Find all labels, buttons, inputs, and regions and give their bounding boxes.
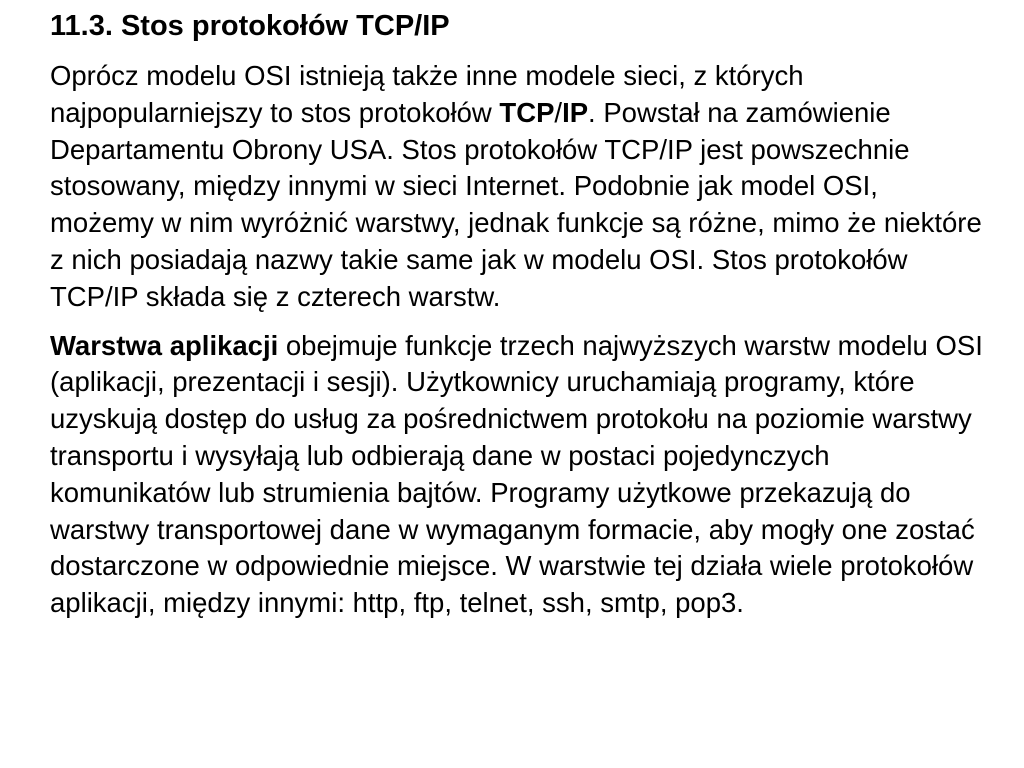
intro-text-end: . Powstał na zamówienie Departamentu Obrony USA. Stos protokołów TCP/IP jest powszechnie stosowany, między innymi w sieci Internet. Podobnie jak model OSI, możemy w nim wyróżnić warstwy, jednak funkcje są różne, mimo że niektóre z nich posiadają nazwy takie same jak w modelu OSI. Stos protokołów TCP/IP składa się z czterech warstw. (50, 96, 982, 312)
ip-bold-term: IP (562, 96, 589, 128)
application-layer-text: obejmuje funkcje trzech najwyższych warstw modelu OSI (aplikacji, prezentacji i sesji). Użytkownicy uruchamiają programy, które uzyskują dostęp do usług za pośrednictwem protokołu na poziomie warstwy transportu i wysyłają lub odbierają dane w postaci pojedynczych komunikatów lub strumienia bajtów. Programy użytkowe przekazują do warstwy transportowej dane w wymaganym formacie, aby mogły one zostać dostarczone w odpowiednie miejsce. W warstwie tej działa wiele protokołów aplikacji, między innymi: http, ftp, telnet, ssh, smtp, pop3. (50, 329, 983, 619)
application-layer-term: Warstwa aplikacji (50, 329, 279, 361)
slide-title: 11.3. Stos protokołów TCP/IP (50, 10, 450, 42)
intro-text-start: Oprócz modelu OSI istnieją także inne modele sieci, z których najpopularniejszy to stos protokołów (50, 60, 804, 128)
intro-paragraph (50, 58, 984, 316)
slash-separator: / (554, 96, 563, 128)
tcp-bold-term: TCP (499, 96, 555, 128)
application-layer-paragraph (50, 328, 984, 622)
